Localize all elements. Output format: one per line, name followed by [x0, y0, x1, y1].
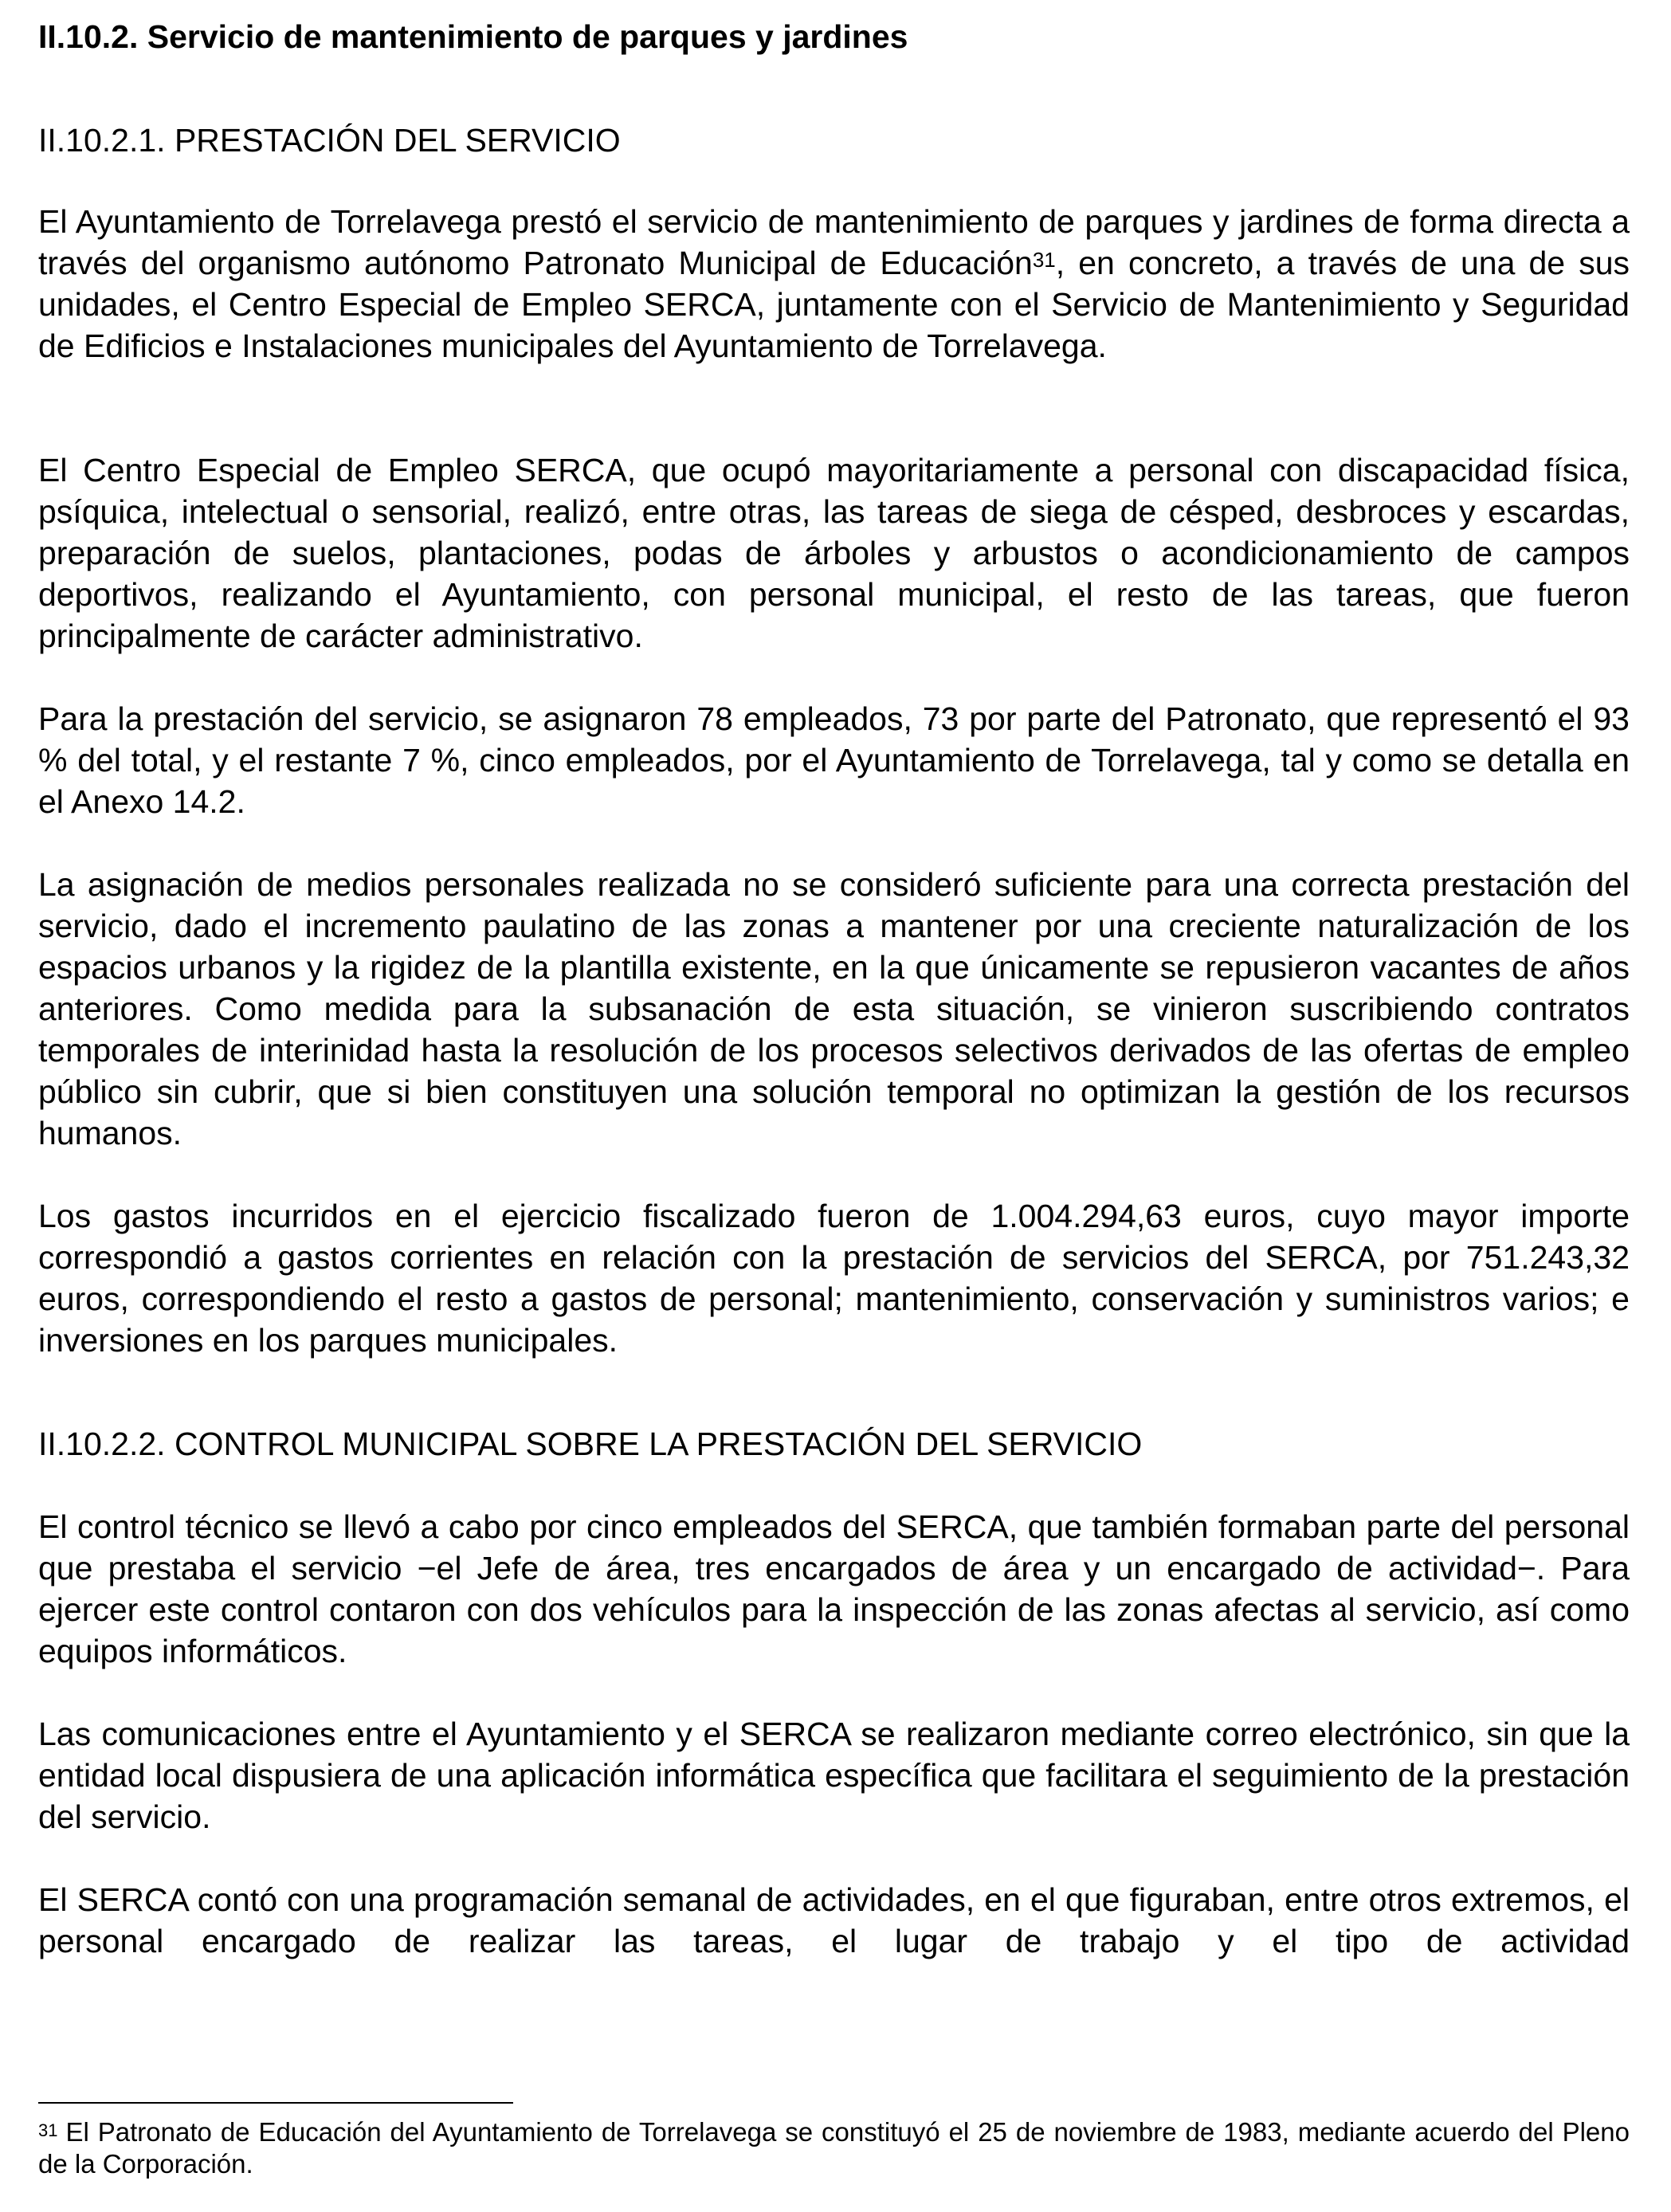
- paragraph-prestacion-3: Para la prestación del servicio, se asignaron 78 empleados, 73 por parte del Patronato, que representó el 93 % del total, y el restante 7 %, cinco empleados, por el Ayuntamiento de Torrelavega, tal y como se detalla en el Anexo 14.2.: [38, 700, 1630, 820]
- footnote-reference[interactable]: 31: [1032, 248, 1056, 272]
- paragraph-text: El Ayuntamiento de Torrelavega prestó el servicio de mantenimiento de parques y jardines de forma directa a través del organismo autónomo Patronato Municipal de Educación: [38, 203, 1630, 281]
- paragraph-prestacion-4: La asignación de medios personales realizada no se consideró suficiente para una correcta prestación del servicio, dado el incremento paulatino de las zonas a mantener por una creciente naturalización de los espacios urbanos y la rigidez de la plantilla existente, en la que únicamente se repusieron vacantes de años anteriores. Como medida para la subsanación de esta situación, se vinieron suscribiendo contratos temporales de interinidad hasta la resolución de los procesos selectivos derivados de las ofertas de empleo público sin cubrir, que si bien constituyen una solución temporal no optimizan la gestión de los recursos humanos.: [38, 866, 1630, 1151]
- paragraph-control-1: El control técnico se llevó a cabo por cinco empleados del SERCA, que también formaban parte del personal que prestaba el servicio −el Jefe de área, tres encargados de área y un encargado de actividad−. Para ejercer este control contaron con dos vehículos para la inspección de las zonas afectas al servicio, así como equipos informáticos.: [38, 1508, 1630, 1669]
- paragraph-text: , en concreto, a través de una de sus unidades, el Centro Especial de Empleo SERCA, juntamente con el Servicio de Mantenimiento y Seguridad de Edificios e Instalaciones municipales del Ayuntamiento de Torrelavega.: [38, 245, 1630, 364]
- paragraph-prestacion-5: Los gastos incurridos en el ejercicio fiscalizado fueron de 1.004.294,63 euros, cuyo mayor importe correspondió a gastos corrientes en relación con la prestación de servicios del SERCA, por 751.243,32 euros, correspondiendo el resto a gastos de personal; mantenimiento, conservación y suministros varios; e inversiones en los parques municipales.: [38, 1198, 1630, 1359]
- paragraph-control-2: Las comunicaciones entre el Ayuntamiento y el SERCA se realizaron mediante correo electrónico, sin que la entidad local dispusiera de una aplicación informática específica que facilitara el seguimiento de la prestación del servicio.: [38, 1716, 1630, 1835]
- paragraph-control-3: El SERCA contó con una programación semanal de actividades, en el que figuraban, entre otros extremos, el personal encargado de realizar las tareas, el lugar de trabajo y el tipo de actividad: [38, 1881, 1630, 1959]
- footnote-number: 31: [38, 2120, 58, 2140]
- paragraph-prestacion-1: [38, 201, 1630, 367]
- subsection-title-prestacion: II.10.2.1. PRESTACIÓN DEL SERVICIO: [38, 122, 621, 159]
- footnote-text: El Patronato de Educación del Ayuntamiento de Torrelavega se constituyó el 25 de noviembre de 1983, mediante acuerdo del Pleno de la Corporación.: [38, 2117, 1630, 2179]
- footnote: [38, 2116, 1630, 2180]
- paragraph-prestacion-2: El Centro Especial de Empleo SERCA, que ocupó mayoritariamente a personal con discapacidad física, psíquica, intelectual o sensorial, realizó, entre otras, las tareas de siega de césped, desbroces y escardas, preparación de suelos, plantaciones, podas de árboles y arbustos o acondicionamiento de campos deportivos, realizando el Ayuntamiento, con personal municipal, el resto de las tareas, que fueron principalmente de carácter administrativo.: [38, 452, 1630, 654]
- subsection-title-control: II.10.2.2. CONTROL MUNICIPAL SOBRE LA PRESTACIÓN DEL SERVICIO: [38, 1426, 1143, 1462]
- footnote-separator: [38, 2102, 513, 2104]
- section-title: II.10.2. Servicio de mantenimiento de parques y jardines: [38, 18, 908, 55]
